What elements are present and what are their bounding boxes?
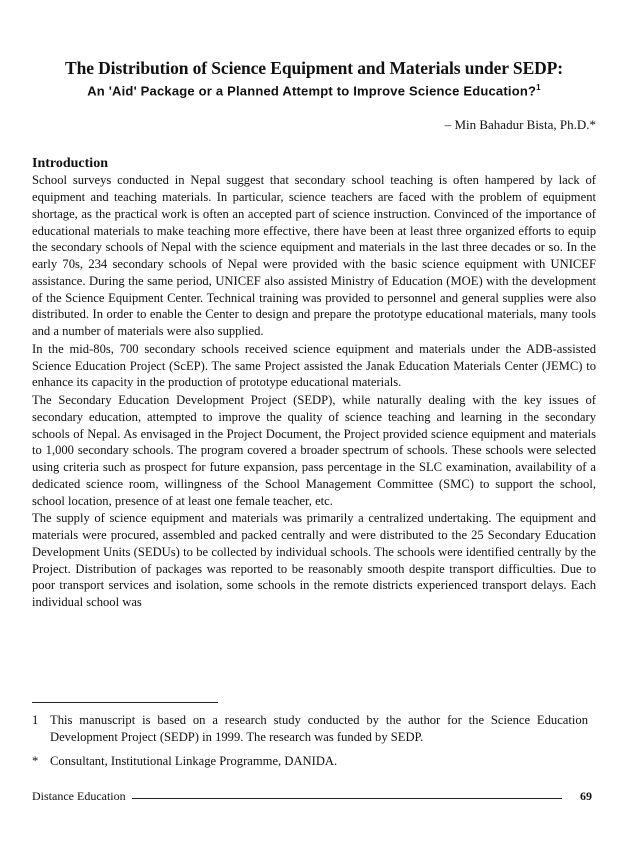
paragraph: In the mid-80s, 700 secondary schools received science equipment and materials under the ADB-assisted Science Education Project (ScEP). The same Project assisted the Janak Education Materials Center (JEMC) to enhance its capacity in the production of prototype educational materials. xyxy=(32,341,596,390)
footnote-text: Consultant, Institutional Linkage Programme, DANIDA. xyxy=(50,753,338,768)
paragraph: School surveys conducted in Nepal suggest that secondary school teaching is often hampered by lack of equipment and teaching materials. In particular, science teachers are faced with the problem of equipment shortage, as the practical work is often an accepted part of science instruction. Convinced of the importance of educational materials to make teaching more effective, there have been at least three organized efforts to equip the secondary schools of Nepal with the science equipment and materials in the last three decades or so. In the early 70s, 234 secondary schools of Nepal were provided with the basic science equipment with UNICEF assistance. During the same period, UNICEF also assisted Ministry of Education (MOE) with the development of the Science Equipment Center. Technical training was provided to personnel and general supplies were also distributed. In order to enable the Center to design and prepare the prototype educational materials, many tools and a number of materials were also supplied. xyxy=(32,173,596,339)
article-page xyxy=(32,58,596,612)
footnote xyxy=(32,712,588,746)
paragraph: The supply of science equipment and materials was primarily a centralized undertaking. The equipment and materials were procured, assembled and packed centrally and were distributed to the 25 Secondary Education Development Units (SEDUs) to be collected by individual schools. The schools were identified centrally by the Project. Distribution of packages was reported to be reasonably smooth despite transport difficulties. Due to poor transport services and isolation, some schools in the remote districts experienced transport delays. Each individual school was xyxy=(32,511,596,610)
page-footer xyxy=(32,789,592,804)
footnote-mark: 1 xyxy=(32,713,39,727)
footnote-divider xyxy=(32,702,218,703)
footnote xyxy=(32,753,588,770)
article-subtitle xyxy=(32,79,596,99)
footnote-text: This manuscript is based on a research study conducted by the author for the Science Education Development Project (SEDP) in 1999. The research was funded by SEDP. xyxy=(50,713,588,744)
author-byline: – Min Bahadur Bista, Ph.D.* xyxy=(444,117,596,133)
footnotes xyxy=(32,712,588,769)
footnote-mark: * xyxy=(32,753,39,768)
page-number: 69 xyxy=(580,789,592,803)
footnote-reference: 1 xyxy=(536,83,541,92)
journal-name: Distance Education xyxy=(32,789,126,803)
article-title: The Distribution of Science Equipment and Materials under SEDP: xyxy=(65,58,563,78)
section-heading: Introduction xyxy=(32,156,108,172)
article-body xyxy=(32,172,596,611)
footer-rule xyxy=(132,798,562,799)
subtitle-text: An 'Aid' Package or a Planned Attempt to Improve Science Education? xyxy=(87,83,537,99)
paragraph: The Secondary Education Development Project (SEDP), while naturally dealing with the key issues of secondary education, attempted to improve the quality of science teaching and learning in the secondary schools of Nepal. As envisaged in the Project Document, the Project provided science equipment and materials to 1,000 secondary schools. The program covered a broader spectrum of schools. These schools were selected using criteria such as prospect for future expansion, pass percentage in the SLC examination, availability of a dedicated science room, willingness of the School Management Committee (SMC) to support the school, school location, presence of at least one female teacher, etc. xyxy=(32,393,596,508)
